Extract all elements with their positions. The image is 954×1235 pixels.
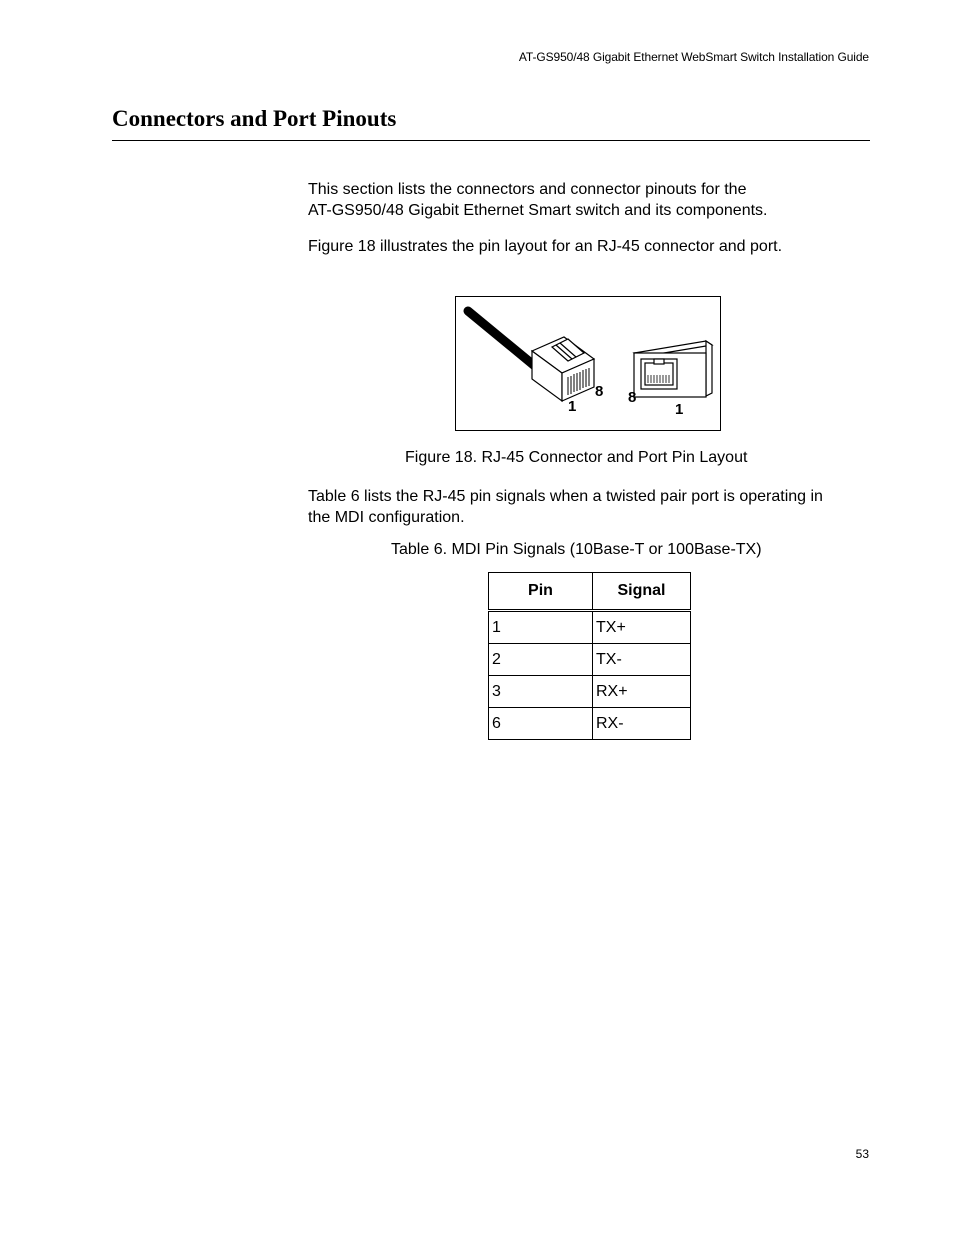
signal-cell: TX- [593, 644, 691, 676]
mdi-pin-signals-table [488, 572, 691, 740]
rj45-plug-icon [532, 337, 594, 401]
figure-reference-paragraph: Figure 18 illustrates the pin layout for an RJ-45 connector and port. [308, 238, 783, 255]
table-row [489, 611, 691, 644]
rj45-port-icon [634, 341, 712, 397]
signal-cell: RX- [593, 708, 691, 740]
title-rule [112, 140, 870, 141]
column-header-signal: Signal [593, 573, 691, 611]
intro-paragraph [308, 179, 868, 221]
rj45-figure [455, 296, 721, 431]
signal-cell: RX+ [593, 676, 691, 708]
intro-line-1: This section lists the connectors and connector pinouts for the [308, 181, 747, 198]
table-row [489, 644, 691, 676]
table-reference-paragraph [308, 486, 868, 528]
port-pin-8-label: 8 [628, 389, 637, 406]
plug-pin-8-label: 8 [595, 383, 604, 400]
page-number: 53 [855, 1147, 869, 1161]
table-reference-line-2: the MDI configuration. [308, 509, 465, 526]
signal-cell: TX+ [593, 611, 691, 644]
intro-line-2: AT-GS950/48 Gigabit Ethernet Smart switch and its components. [308, 202, 768, 219]
pin-cell: 6 [489, 708, 593, 740]
column-header-pin: Pin [489, 573, 593, 611]
figure-caption: Figure 18. RJ-45 Connector and Port Pin Layout [405, 449, 748, 466]
table-reference-line-1: Table 6 lists the RJ-45 pin signals when a twisted pair port is operating in [308, 488, 823, 505]
pin-cell: 2 [489, 644, 593, 676]
table-caption: Table 6. MDI Pin Signals (10Base-T or 100Base-TX) [391, 541, 762, 558]
table-header-row [489, 573, 691, 611]
running-header: AT-GS950/48 Gigabit Ethernet WebSmart Switch Installation Guide [518, 50, 869, 64]
pin-cell: 1 [489, 611, 593, 644]
section-title: Connectors and Port Pinouts [112, 106, 397, 131]
plug-pin-1-label: 1 [568, 398, 577, 415]
table-row [489, 676, 691, 708]
table-row [489, 708, 691, 740]
port-pin-1-label: 1 [675, 401, 684, 418]
pin-cell: 3 [489, 676, 593, 708]
